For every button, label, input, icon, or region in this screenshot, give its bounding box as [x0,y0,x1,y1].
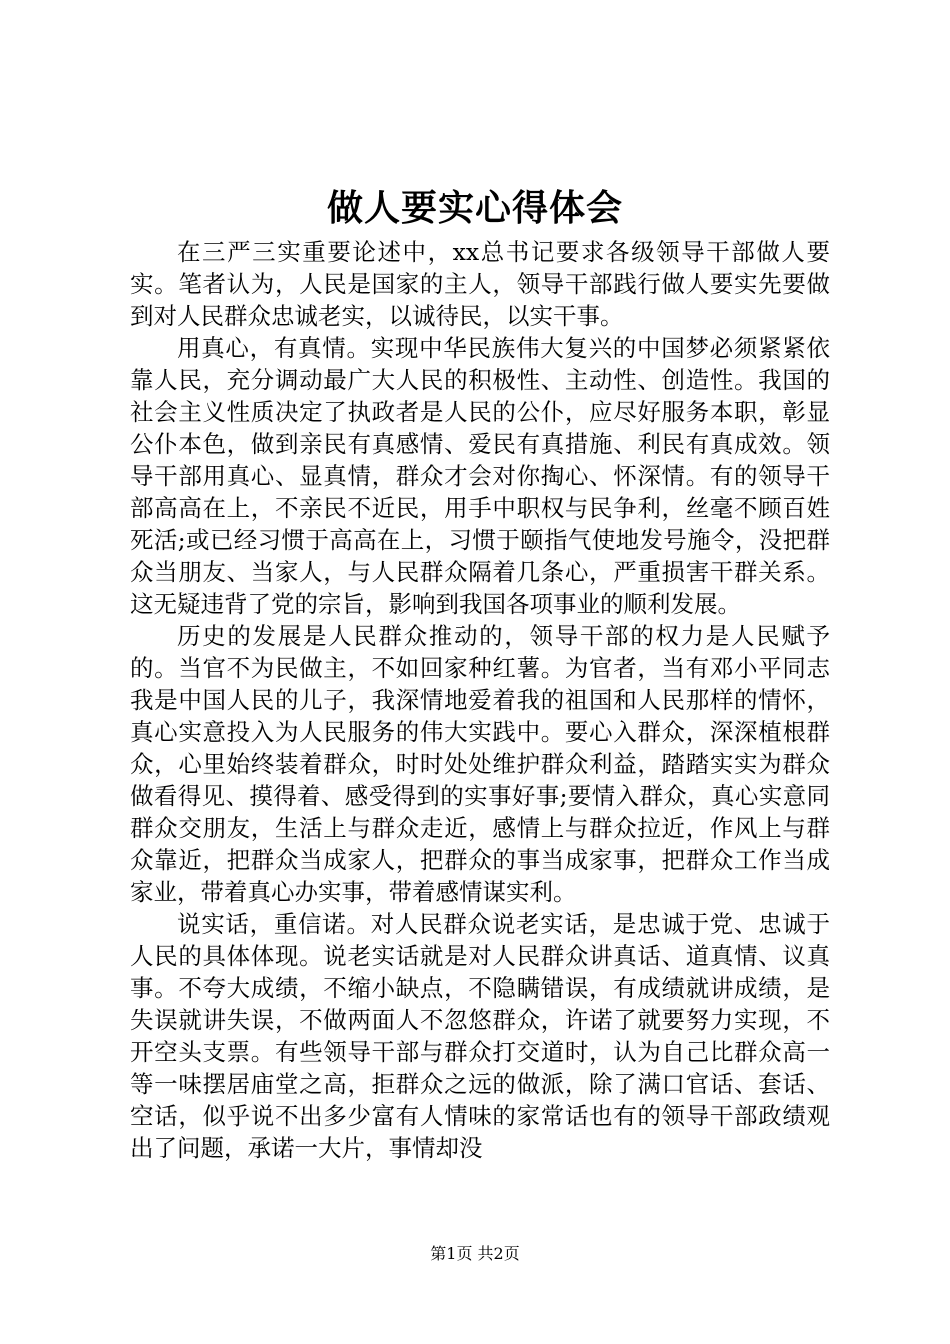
document-title: 做人要实心得体会 [326,187,623,229]
page-number-footer: 第1页 共2页 [430,1244,520,1263]
paragraph-honesty: 说实话，重信诺。对人民群众说老实话，是忠诚于党、忠诚于人民的具体体现。说老实话就是对人民群众讲真话、道真情、议真事。不夸大成绩，不缩小缺点，不隐瞒错误，有成绩就讲成绩，是失误就讲失误，不做两面人不忽悠群众，许诺了就要努力实现，不开空头支票。有些领导干部与群众打交道时，认为自己比群众高一等一味摆居庙堂之高，拒群众之远的做派，除了满口官话、套话、空话，似乎说不出多少富有人情味的家常话也有的领导干部政绩观出了问题，承诺一大片，事情却没 [130,910,830,1162]
document-body [130,236,830,1164]
paragraph-history: 历史的发展是人民群众推动的，领导干部的权力是人民赋予的。当官不为民做主，不如回家种红薯。为官者，当有邓小平同志我是中国人民的儿子，我深情地爱着我的祖国和人民那样的情怀，真心实意投入为人民服务的伟大实践中。要心入群众，深深植根群众，心里始终装着群众，时时处处维护群众利益，踏踏实实为群众做看得见、摸得着、感受得到的实事好事;要情入群众，真心实意同群众交朋友，生活上与群众走近，感情上与群众拉近，作风上与群众靠近，把群众当成家人，把群众的事当成家事，把群众工作当成家业，带着真心办实事，带着感情谋实利。 [130,622,830,906]
paragraph-intro: 在三严三实重要论述中，xx总书记要求各级领导干部做人要实。笔者认为，人民是国家的主人，领导干部践行做人要实先要做到对人民群众忠诚老实，以诚待民，以实干事。 [130,238,830,330]
paragraph-sincerity: 用真心，有真情。实现中华民族伟大复兴的中国梦必须紧紧依靠人民，充分调动最广大人民的积极性、主动性、创造性。我国的社会主义性质决定了执政者是人民的公仆，应尽好服务本职，彰显公仆本色，做到亲民有真感情、爱民有真措施、利民有真成效。领导干部用真心、显真情，群众才会对你掏心、怀深情。有的领导干部高高在上，不亲民不近民，用手中职权与民争利，丝毫不顾百姓死活;或已经习惯于高高在上，习惯于颐指气使地发号施令，没把群众当朋友、当家人，与人民群众隔着几条心，严重损害干群关系。这无疑违背了党的宗旨，影响到我国各项事业的顺利发展。 [130,334,830,618]
